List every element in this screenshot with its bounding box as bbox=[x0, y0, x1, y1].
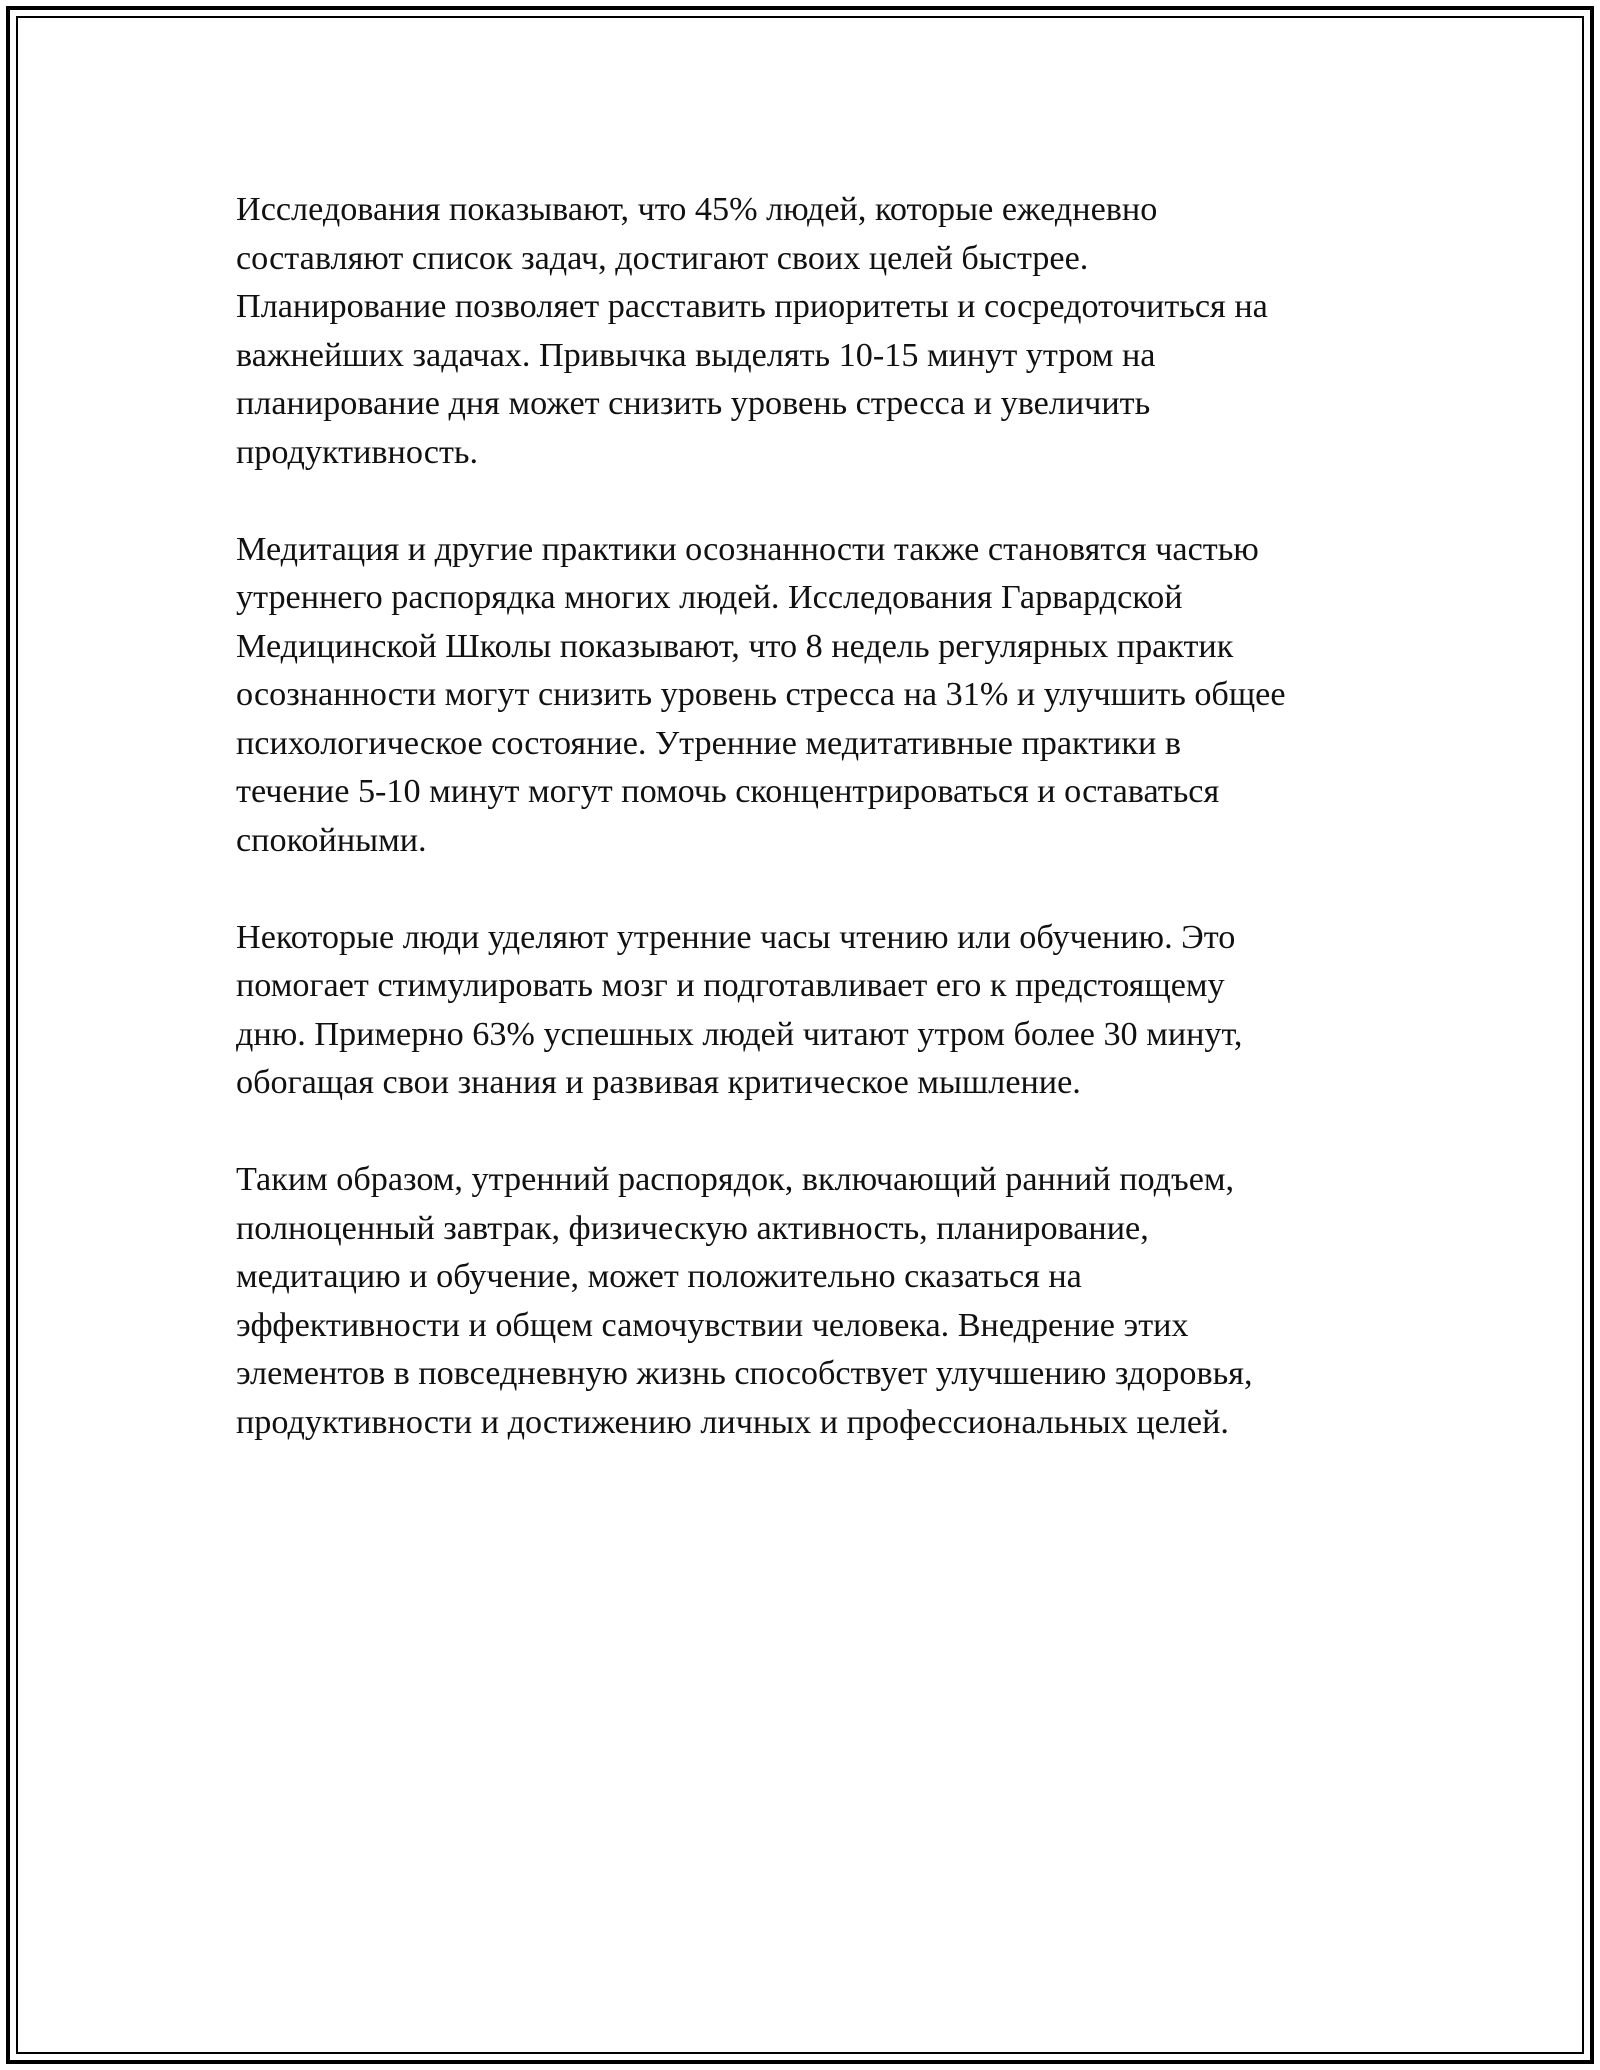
text-line: Некоторые люди уделяют утренние часы чтению или обучению. Это bbox=[236, 918, 1236, 956]
text-line: течение 5-10 минут могут помочь сконцентрироваться и оставаться bbox=[236, 773, 1220, 810]
text-line: помогает стимулировать мозг и подготавливает его к предстоящему bbox=[236, 967, 1225, 1004]
text-line: Медитация и другие практики осознанности также становятся частью bbox=[236, 530, 1259, 568]
text-line: продуктивность. bbox=[236, 433, 479, 471]
text-line: Планирование позволяет расставить приоритеты и сосредоточиться на bbox=[236, 288, 1268, 325]
text-line: важнейших задачах. Привычка выделять 10-15 минут утром на bbox=[236, 336, 1156, 374]
text-line: Таким образом, утренний распорядок, включающий ранний подъем, bbox=[236, 1161, 1235, 1198]
text-line: дню. Примерно 63% успешных людей читают утром более 30 минут, bbox=[236, 1015, 1243, 1053]
text-line: элементов в повседневную жизнь способствует улучшению здоровья, bbox=[236, 1355, 1253, 1392]
paragraph-4 bbox=[236, 1156, 1366, 1447]
paragraph-3 bbox=[236, 914, 1366, 1108]
document-body bbox=[236, 186, 1366, 1496]
text-line: обогащая свои знания и развивая критическое мышление. bbox=[236, 1064, 1081, 1101]
text-line: спокойными. bbox=[236, 821, 427, 859]
text-line: эффективности и общем самочувствии человека. Внедрение этих bbox=[236, 1306, 1189, 1344]
text-line: составляют список задач, достигают своих целей быстрее. bbox=[236, 239, 1089, 277]
text-line: планирование дня может снизить уровень стресса и увеличить bbox=[236, 385, 1151, 422]
text-line: осознанности могут снизить уровень стресса на 31% и улучшить общее bbox=[236, 676, 1286, 713]
text-line: продуктивности и достижению личных и профессиональных целей. bbox=[236, 1403, 1229, 1441]
text-line: Медицинской Школы показывают, что 8 недель регулярных практик bbox=[236, 627, 1234, 665]
paragraph-2 bbox=[236, 526, 1366, 866]
text-line: полноценный завтрак, физическую активность, планирование, bbox=[236, 1209, 1149, 1247]
paragraph-1 bbox=[236, 186, 1366, 477]
text-line: Исследования показывают, что 45% людей, которые ежедневно bbox=[236, 191, 1158, 228]
text-line: психологическое состояние. Утренние медитативные практики в bbox=[236, 724, 1182, 762]
text-line: медитацию и обучение, может положительно сказаться на bbox=[236, 1258, 1082, 1295]
text-line: утреннего распорядка многих людей. Исследования Гарвардской bbox=[236, 579, 1183, 616]
